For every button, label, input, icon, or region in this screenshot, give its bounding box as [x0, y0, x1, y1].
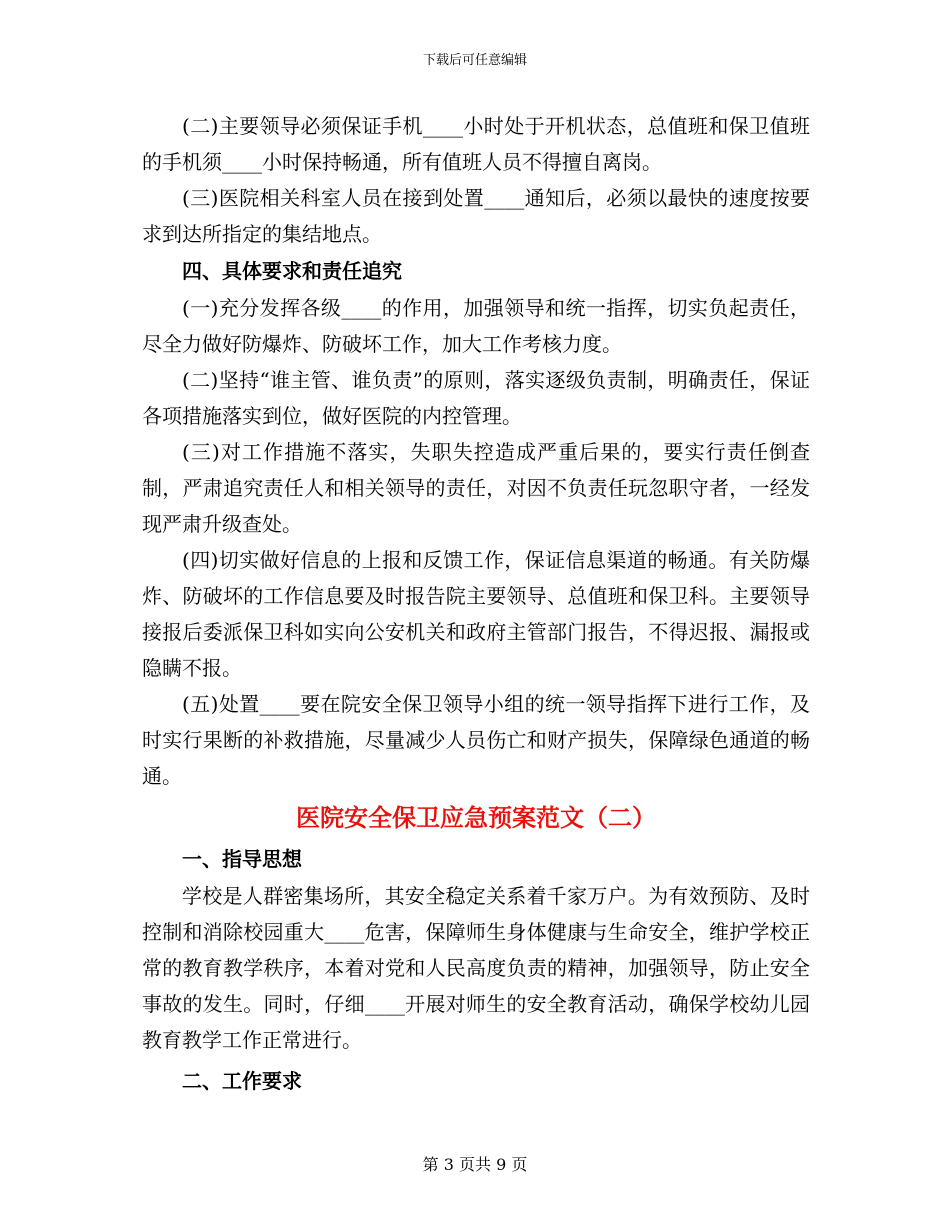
paragraph-assembly: (三)医院相关科室人员在接到处置____通知后，必须以最快的速度按要求到达所指定的集结地点。 [142, 186, 810, 246]
paragraph-accountability: (三)对工作措施不落实，失职失控造成严重后果的，要实行责任倒查制，严肃追究责任人和相关领导的责任，对因不负责任玩忽职守者，一经发现严肃升级查处。 [142, 440, 810, 536]
section-heading-requirements: 四、具体要求和责任追究 [182, 259, 402, 283]
paragraph-responsibility: (二)坚持“谁主管、谁负责”的原则，落实逐级负责制，明确责任，保证各项措施落实到位，做好医院的内控管理。 [142, 368, 810, 428]
paragraph-school-safety: 学校是人群密集场所，其安全稳定关系着千家万户。为有效预防、及时控制和消除校园重大____危害，保障师生身体健康与生命安全，维护学校正常的教育教学秩序，本着对党和人民高度负责的精神，加强领导，防止安全事故的发生。同时，仔细____开展对师生的安全教育活动，确保学校幼儿园教育教学工作正常进行。 [142, 884, 810, 1052]
paragraph-phone-duty: (二)主要领导必须保证手机____小时处于开机状态，总值班和保卫值班的手机须____小时保持畅通，所有值班人员不得擅自离岗。 [142, 114, 810, 174]
paragraph-leadership: (一)充分发挥各级____的作用，加强领导和统一指挥，切实负起责任，尽全力做好防爆炸、防破坏工作，加大工作考核力度。 [142, 296, 810, 356]
document-title: 医院安全保卫应急预案范文（二） [296, 803, 656, 832]
section-heading-guiding-ideology: 一、指导思想 [182, 847, 302, 871]
paragraph-reporting: (四)切实做好信息的上报和反馈工作，保证信息渠道的畅通。有关防爆炸、防破坏的工作信息要及时报告院主要领导、总值班和保卫科。主要领导接报后委派保卫科如实向公安机关和政府主管部门报告，不得迟报、漏报或隐瞒不报。 [142, 548, 810, 680]
section-heading-work-requirements: 二、工作要求 [182, 1069, 302, 1093]
document-body [142, 108, 810, 1100]
paragraph-handling: (五)处置____要在院安全保卫领导小组的统一领导指挥下进行工作，及时实行果断的补救措施，尽量减少人员伤亡和财产损失，保障绿色通道的畅通。 [142, 692, 810, 788]
page-footer: 第 3 页共 9 页 [422, 1155, 528, 1174]
page-header: 下载后可任意编辑 [422, 53, 527, 68]
